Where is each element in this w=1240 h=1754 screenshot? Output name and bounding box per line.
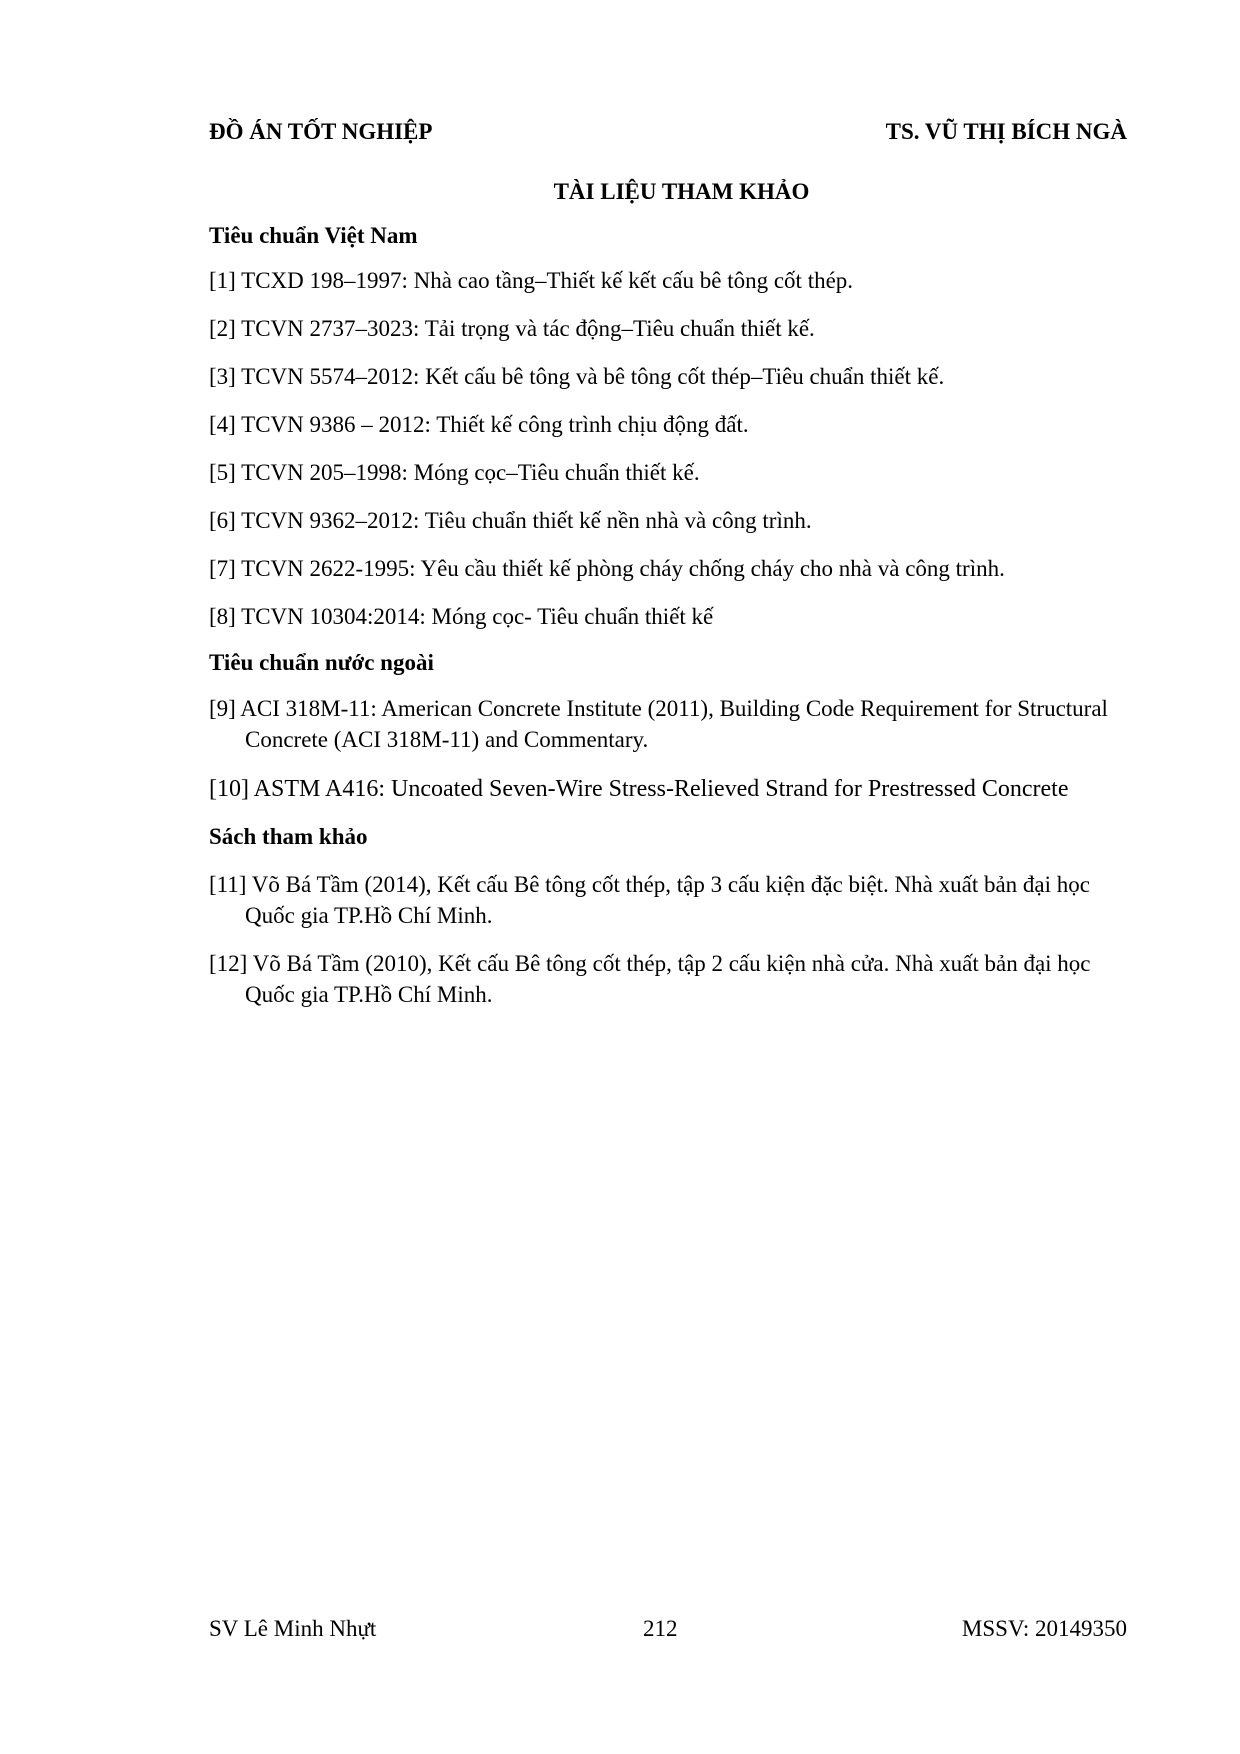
reference-item-7: [7] TCVN 2622-1995: Yêu cầu thiết kế phòng cháy chống cháy cho nhà và công trình. xyxy=(209,556,1005,581)
page-title: TÀI LIỆU THAM KHẢO xyxy=(553,179,810,204)
reference-item-6: [6] TCVN 9362–2012: Tiêu chuẩn thiết kế nền nhà và công trình. xyxy=(209,508,812,533)
reference-item-12: [12] Võ Bá Tầm (2010), Kết cấu Bê tông cốt thép, tập 2 cấu kiện nhà cửa. Nhà xuất bản đại học Quốc gia TP.Hồ Chí Minh. xyxy=(209,951,1091,1007)
header-thesis-label: ĐỒ ÁN TỐT NGHIỆP xyxy=(209,119,433,144)
reference-item-5: [5] TCVN 205–1998: Móng cọc–Tiêu chuẩn thiết kế. xyxy=(209,460,700,485)
reference-item-4: [4] TCVN 9386 – 2012: Thiết kế công trình chịu động đất. xyxy=(209,412,749,437)
header-advisor-name: TS. VŨ THỊ BÍCH NGÀ xyxy=(885,119,1127,144)
footer-student-name: SV Lê Minh Nhựt xyxy=(209,1616,377,1641)
reference-item-9: [9] ACI 318M-11: American Concrete Institute (2011), Building Code Requirement for Structural Concrete (ACI 318M-11) and Commentary. xyxy=(209,696,1108,752)
footer-page-number: 212 xyxy=(643,1616,678,1641)
footer-student-id: MSSV: 20149350 xyxy=(961,1616,1127,1641)
reference-item-1: [1] TCXD 198–1997: Nhà cao tầng–Thiết kế kết cấu bê tông cốt thép. xyxy=(209,268,854,293)
section-heading-foreign-standards: Tiêu chuẩn nước ngoài xyxy=(209,650,434,675)
reference-item-10: [10] ASTM A416: Uncoated Seven-Wire Stress-Relieved Strand for Prestressed Concrete xyxy=(209,776,1069,802)
reference-item-2: [2] TCVN 2737–3023: Tải trọng và tác động–Tiêu chuẩn thiết kế. xyxy=(209,316,815,341)
reference-item-3: [3] TCVN 5574–2012: Kết cấu bê tông và bê tông cốt thép–Tiêu chuẩn thiết kế. xyxy=(209,364,945,389)
reference-item-11: [11] Võ Bá Tầm (2014), Kết cấu Bê tông cốt thép, tập 3 cấu kiện đặc biệt. Nhà xuất bản đại học Quốc gia TP.Hồ Chí Minh. xyxy=(209,872,1090,928)
section-heading-reference-books: Sách tham khảo xyxy=(209,824,368,849)
reference-item-8: [8] TCVN 10304:2014: Móng cọc- Tiêu chuẩn thiết kế xyxy=(209,604,714,629)
references-content xyxy=(209,222,1129,1027)
section-heading-vietnam-standards: Tiêu chuẩn Việt Nam xyxy=(209,223,418,248)
